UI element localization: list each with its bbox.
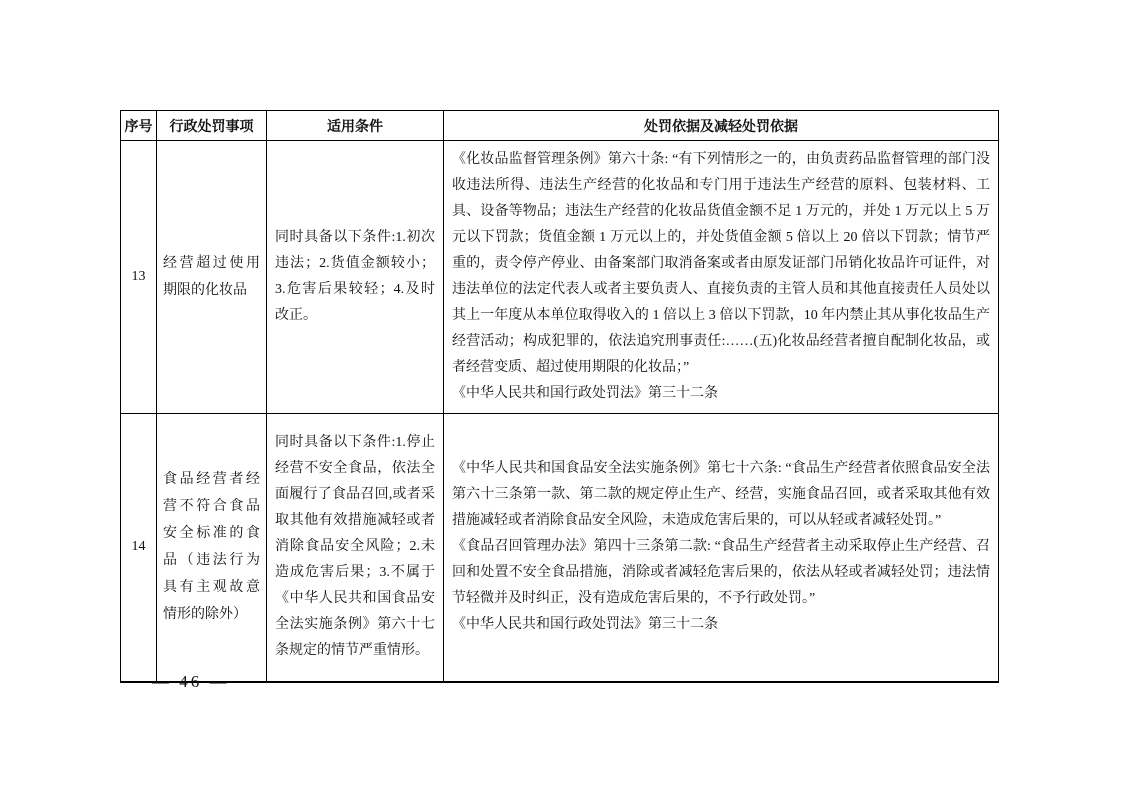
penalty-item-cell: 食品经营者经营不符合食品安全标准的食品（违法行为具有主观故意情形的除外） — [157, 414, 267, 682]
basis-paragraph: 《食品召回管理办法》第四十三条第二款: “食品生产经营者主动采取停止生产经营、召回和处置不安全食品措施，消除或者减轻危害后果的，依法从轻或者减轻处罚；违法情节轻微并及时纠正，没有造成危害后果的，不予行政处罚。” — [452, 539, 990, 607]
penalty-table — [120, 110, 999, 683]
header-penalty-basis: 处罚依据及减轻处罚依据 — [444, 111, 999, 141]
conditions-cell: 同时具备以下条件:1.初次违法；2.货值金额较小；3.危害后果较轻；4.及时改正。 — [267, 141, 444, 414]
serial-number-cell: 14 — [121, 414, 157, 682]
page-number: — 46 — — [152, 672, 230, 691]
table-row-14 — [121, 414, 999, 682]
table-row-13 — [121, 141, 999, 414]
basis-paragraph: 《中华人民共和国食品安全法实施条例》第七十六条: “食品生产经营者依照食品安全法第六十三条第一款、第二款的规定停止生产、经营，实施食品召回，或者采取其他有效措施减轻或者消除食品安全风险，未造成危害后果的，可以从轻或者减轻处罚。” — [452, 461, 990, 529]
basis-paragraph: 《中华人民共和国行政处罚法》第三十二条 — [452, 617, 718, 633]
basis-paragraph: 《中华人民共和国行政处罚法》第三十二条 — [452, 386, 718, 401]
penalty-item-cell: 经营超过使用期限的化妆品 — [157, 141, 267, 414]
table-header-row — [121, 111, 999, 141]
conditions-cell: 同时具备以下条件:1.停止经营不安全食品，依法全面履行了食品召回,或者采取其他有效措施减轻或者消除食品安全风险；2.未造成危害后果；3.不属于《中华人民共和国食品安全法实施条例》第六十七条规定的情节严重情形。 — [267, 414, 444, 682]
header-penalty-item: 行政处罚事项 — [157, 111, 267, 141]
basis-paragraph: 《化妆品监督管理条例》第六十条: “有下列情形之一的，由负责药品监督管理的部门没收违法所得、违法生产经营的化妆品和专门用于违法生产经营的原料、包装材料、工具、设备等物品；违法生产经营的化妆品货值金额不足 1 万元的，并处 1 万元以上 5 万元以下罚款；货值金额 1 万元以上的，并处货值金额 5 倍以上 20 倍以下罚款；情节严重的，责令停产停业、由备案部门取消备案或者由原发证部门吊销化妆品许可证件，对违法单位的法定代表人或者主要负责人、直接负责的主管人员和其他直接责任人员处以其上一年度从本单位取得收入的 1 倍以上 3 倍以下罚款，10 年内禁止其从事化妆品生产经营活动；构成犯罪的，依法追究刑事责任:……(五)化妆品经营者擅自配制化妆品，或者经营变质、超过使用期限的化妆品；” — [452, 152, 990, 375]
basis-cell — [444, 414, 999, 682]
basis-cell — [444, 141, 999, 414]
serial-number-cell: 13 — [121, 141, 157, 414]
header-applicable-conditions: 适用条件 — [267, 111, 444, 141]
header-serial-number: 序号 — [121, 111, 157, 141]
